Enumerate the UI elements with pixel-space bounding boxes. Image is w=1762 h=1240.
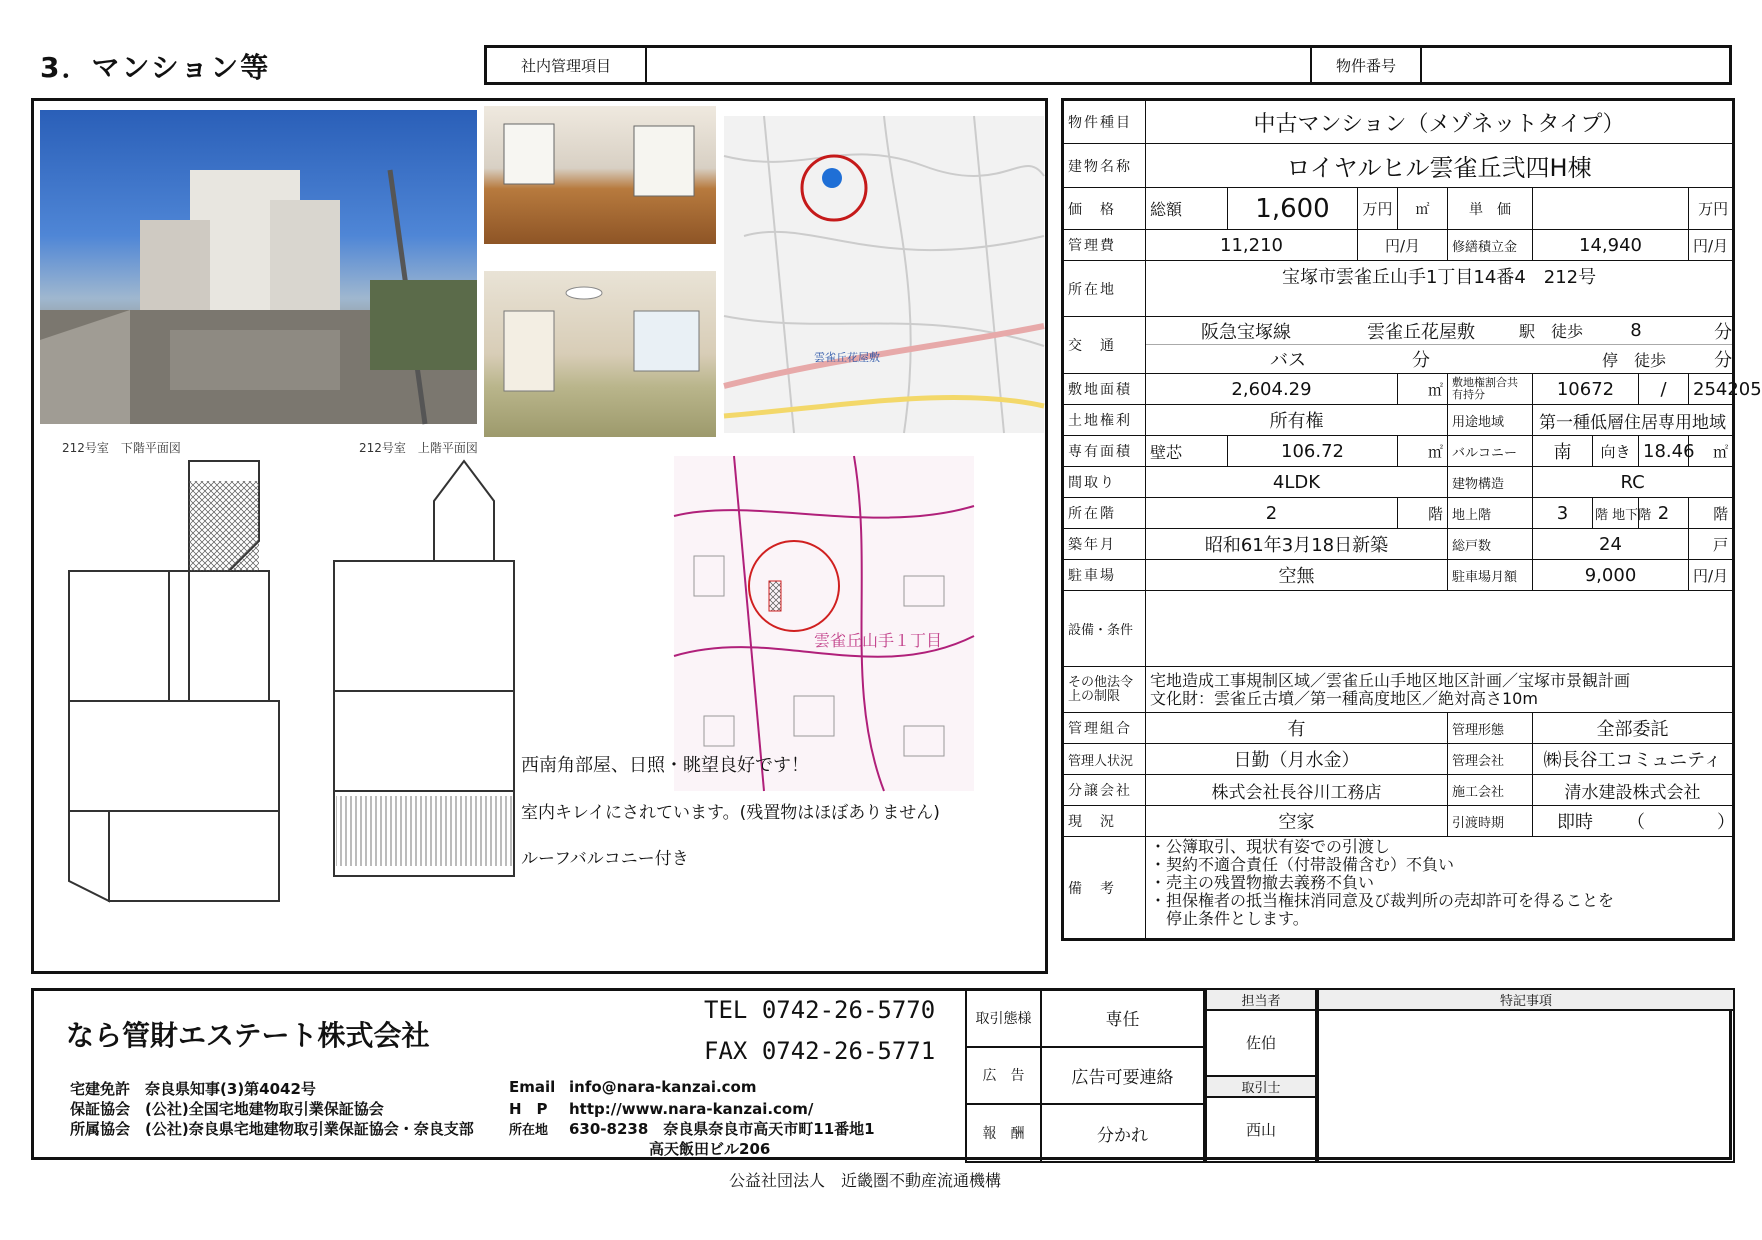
built-label: 築年月 [1063,529,1146,560]
broker-label: 取引士 [1206,1076,1316,1097]
price-value: 1,600 [1228,188,1358,230]
equip-label: 設備・条件 [1063,591,1146,667]
hp-link[interactable]: http://www.nara-kanzai.com/ [569,1100,814,1118]
repair-unit: 円/月 [1689,230,1734,261]
above-value: 3 [1533,498,1593,529]
total-label: 総額 [1146,188,1228,230]
above-label: 地上階 [1448,498,1533,529]
remark-4: ・担保権者の抵当権抹消同意及び裁判所の売却許可を得ることを [1150,891,1615,910]
below-unit: 階 [1689,498,1734,529]
map-station-label: 雲雀丘花屋敷 [814,351,880,364]
remark-1: ・公簿取引、現状有姿での引渡し [1150,837,1391,856]
special-label: 特記事項 [1318,989,1734,1010]
stop-label: 停 徒歩 [1601,350,1666,370]
builder-value: 清水建設株式会社 [1533,775,1734,806]
below-label: 地下階 [1612,507,1652,523]
parking-fee-value: 9,000 [1533,560,1689,591]
stop-min-unit: 分 [1714,350,1733,371]
propno-label: 物件番号 [1312,48,1422,82]
area-map [724,116,1044,433]
price-unit: 万円 [1358,188,1398,230]
walk-min: 8 [1630,320,1642,341]
guarantee-value: (公社)全国宅地建物取引業保証協会 [145,1100,384,1118]
association-value: (公社)奈良県宅地建物取引業保証協会・奈良支部 [145,1120,474,1138]
staff-grid [1205,988,1317,1163]
license-value: 奈良県知事(3)第4042号 [145,1080,316,1098]
special-grid [1317,988,1735,1163]
status-label: 現 況 [1063,806,1146,837]
email-label: Email [509,1078,556,1096]
tel-label: TEL [704,996,748,1024]
hp-label: H P [509,1100,548,1118]
law-line-1: 宅地造成工事規制区域／雲雀丘山手地区地区計画／宝塚市景観計画 [1150,670,1631,690]
parking-label: 駐車場 [1063,560,1146,591]
units-unit: 戸 [1689,529,1734,560]
fee-label: 報 酬 [966,1104,1041,1162]
spec-table [1061,98,1762,941]
fee-label: 管理費 [1063,230,1146,261]
bus-min-unit: 分 [1412,350,1430,371]
balcony-value: 18.46 [1639,436,1689,467]
layout-label: 間取り [1063,467,1146,498]
plan-upper-label: 212号室 上階平面図 [359,441,478,455]
walk-min-unit: 分 [1714,321,1733,343]
deal-value: 専任 [1041,989,1204,1047]
remark-5: 停止条件とします。 [1150,909,1309,928]
tel-number: 0742-26-5770 [761,996,936,1024]
traffic-label: 交 通 [1063,317,1146,374]
seller-label: 分譲会社 [1063,775,1146,806]
share-denominator: 254205 [1689,374,1734,405]
deal-label: 取引態様 [966,989,1041,1047]
manager-label: 管理人状況 [1063,744,1146,775]
location-label: 所在地 [1063,261,1146,317]
area-value: 106.72 [1228,436,1398,467]
unit-price-unit: 万円 [1689,188,1734,230]
floor-label: 所在階 [1063,498,1146,529]
balcony-direction: 南 [1533,436,1593,467]
guarantee-label: 保証協会 [70,1100,131,1118]
mgmt-value [647,48,1312,82]
train-line: 阪急宝塚線 [1201,321,1291,343]
builder-label: 施工会社 [1448,775,1533,806]
structure-label: 建物構造 [1448,467,1533,498]
fee-unit: 円/月 [1358,230,1448,261]
area-label: 専有面積 [1063,436,1146,467]
walk-label: 駅 徒歩 [1518,322,1583,341]
mgmt-label: 社内管理項目 [487,48,647,82]
kind-value: 中古マンション（メゾネットタイプ） [1146,100,1734,144]
unit-price-label: 単 価 [1448,188,1533,230]
fax-number: 0742-26-5771 [761,1037,936,1065]
form-label: 管理形態 [1448,713,1533,744]
delivery-value: 即時 [1557,812,1593,833]
note-3: ルーフバルコニー付き [521,849,689,869]
m2-unit: ㎡ [1398,188,1448,230]
note-2: 室内キレイにされています。(残置物はほぼありません) [521,803,940,823]
balcony-muki: 向き [1593,436,1639,467]
staff-value: 佐伯 [1206,1010,1316,1076]
deal-grid [965,988,1205,1163]
share-label: 敷地権割合共有持分 [1448,374,1533,405]
staff-label: 担当者 [1206,989,1316,1010]
land-unit: ㎡ [1398,374,1448,405]
license-label: 宅建免許 [70,1080,131,1098]
layout-value: 4LDK [1146,467,1448,498]
zone-label: 用途地域 [1448,405,1533,436]
balcony-unit: ㎡ [1689,436,1734,467]
unit-price-value [1533,188,1689,230]
below-value: 2 [1639,498,1689,529]
parking-fee-unit: 円/月 [1689,560,1734,591]
plan-lower-label: 212号室 下階平面図 [62,441,181,455]
interior-photo-western [484,106,716,244]
location-value: 宝塚市雲雀丘山手1丁目14番4 212号 [1146,261,1734,317]
units-value: 24 [1533,529,1689,560]
repair-value: 14,940 [1533,230,1689,261]
zoom-map-area-label: 雲雀丘山手１丁目 [814,631,943,650]
broker-value: 西山 [1206,1097,1316,1163]
right-value: 所有権 [1146,405,1448,436]
floor-value: 2 [1146,498,1398,529]
form-value: 全部委託 [1533,713,1734,744]
name-label: 建物名称 [1063,144,1146,188]
parking-value: 空無 [1146,560,1448,591]
top-management-bar [484,45,1732,85]
mcompany-label: 管理会社 [1448,744,1533,775]
bus-label: バス [1270,350,1306,371]
mcompany-value: ㈱長谷工コミュニティ [1533,744,1734,775]
photo-panel [31,98,1048,974]
ad-value: 広告可要連絡 [1041,1047,1204,1105]
price-label: 価 格 [1063,188,1146,230]
fee-value: 11,210 [1146,230,1358,261]
bottom-organization: 公益社団法人 近畿圏不動産流通機構 [729,1171,1002,1190]
note-1: 西南角部屋、日照・眺望良好です！ [521,755,809,776]
remark-2: ・契約不適合責任（付帯設備含む）不負い [1150,855,1455,874]
assoc-label: 管理組合 [1063,713,1146,744]
land-value: 2,604.29 [1146,374,1398,405]
share-numerator: 10672 [1533,374,1639,405]
ad-label: 広 告 [966,1047,1041,1105]
address-line-1: 630-8238 奈良県奈良市高天市町11番地1 [569,1120,875,1138]
above-unit: 階 [1595,507,1609,523]
built-value: 昭和61年3月18日新築 [1146,529,1448,560]
zone-value: 第一種低層住居専用地域 [1533,405,1734,436]
fee-value: 分かれ [1041,1104,1204,1162]
remarks-list [1146,837,1734,940]
propno-value [1422,48,1729,82]
remark-3: ・売主の残置物撤去義務不負い [1150,873,1375,892]
address-line-2: 高天飯田ビル206 [649,1140,771,1158]
company-info [34,991,965,1157]
equip-value [1146,591,1734,667]
special-value [1318,1010,1734,1162]
status-value: 空家 [1146,806,1448,837]
wall-label: 壁芯 [1146,436,1228,467]
land-label: 敷地面積 [1063,374,1146,405]
balcony-label: バルコニー [1448,436,1533,467]
structure-value: RC [1533,467,1734,498]
address-label: 所在地 [509,1123,549,1138]
floor-plan-lower [49,461,314,951]
share-slash: / [1639,374,1689,405]
area-unit: ㎡ [1398,436,1448,467]
zoom-map [674,456,974,791]
email-value[interactable]: info@nara-kanzai.com [569,1078,757,1096]
fax-label: FAX [704,1037,748,1065]
law-label: その他法令上の制限 [1063,667,1146,713]
remarks-label: 備 考 [1063,837,1146,940]
station: 雲雀丘花屋敷 [1367,321,1475,343]
page-title: 3．マンション等 [40,51,271,84]
name-value: ロイヤルヒル雲雀丘弐四H棟 [1146,144,1734,188]
association-label: 所属協会 [70,1120,131,1138]
assoc-value: 有 [1146,713,1448,744]
kind-label: 物件種目 [1063,100,1146,144]
company-name: なら管財エステート株式会社 [66,1019,430,1052]
law-line-2: 文化財：雲雀丘古墳／第一種高度地区／絶対高さ10m [1150,688,1538,708]
repair-label: 修繕積立金 [1448,230,1533,261]
delivery-paren: （ ） [1627,812,1735,833]
footer-box [31,988,1732,1160]
exterior-photo [40,110,477,424]
seller-value: 株式会社長谷川工務店 [1146,775,1448,806]
delivery-label: 引渡時期 [1448,806,1533,837]
units-label: 総戸数 [1448,529,1533,560]
floor-plan-upper [314,461,594,951]
floor-unit: 階 [1398,498,1448,529]
right-label: 土地権利 [1063,405,1146,436]
manager-value: 日勤（月水金） [1146,744,1448,775]
parking-fee-label: 駐車場月額 [1448,560,1533,591]
interior-photo-japanese [484,271,716,437]
